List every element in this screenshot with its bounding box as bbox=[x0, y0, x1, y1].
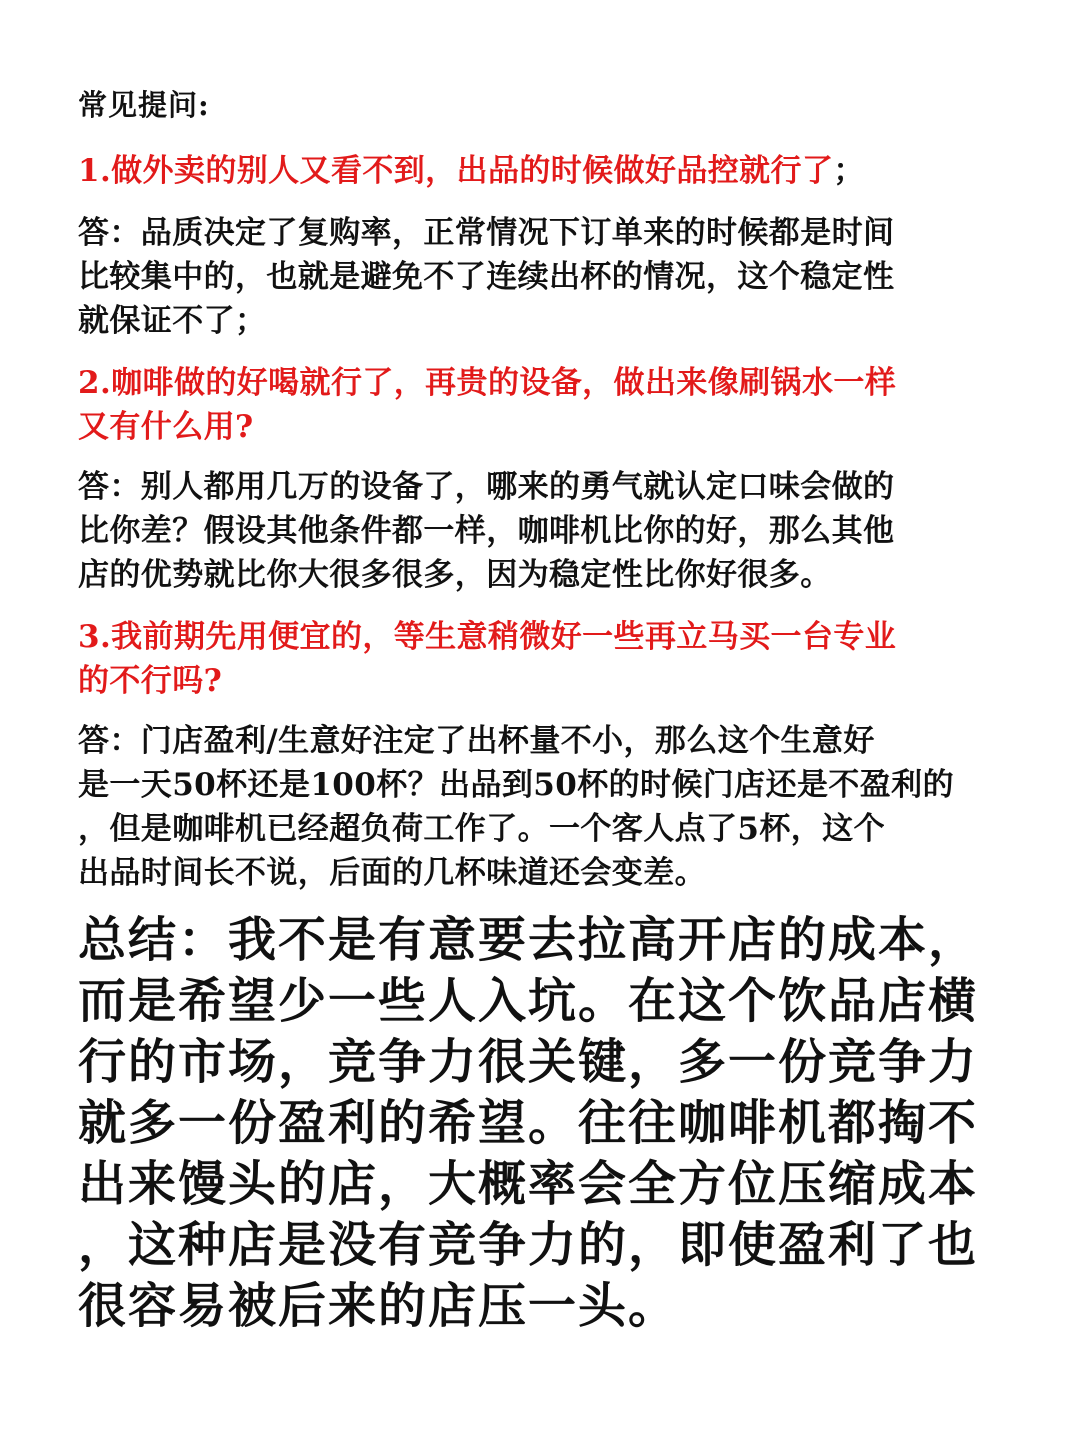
question-3-line-1: 3.我前期先用便宜的，等生意稍微好一些再立马买一台专业 bbox=[78, 619, 897, 655]
answer-1-line-3: 就保证不了； bbox=[78, 303, 267, 339]
question-1-line-1 bbox=[78, 145, 865, 190]
answer-2-line-2: 比你差？假设其他条件都一样，咖啡机比你的好，那么其他 bbox=[78, 513, 895, 549]
summary-line-6: ，这种店是没有竞争力的，即使盈利了也 bbox=[78, 1217, 979, 1273]
summary-line-2: 而是希望少一些人入坑。在这个饮品店横 bbox=[78, 973, 979, 1029]
answer-3-line-3: ，但是咖啡机已经超负荷工作了。一个客人点了5杯，这个 bbox=[78, 811, 885, 847]
question-2-line-1: 2.咖啡做的好喝就行了，再贵的设备，做出来像刷锅水一样 bbox=[78, 365, 897, 401]
question-2-line-2: 又有什么用? bbox=[78, 409, 254, 445]
answer-3-line-2: 是一天50杯还是100杯？出品到50杯的时候门店还是不盈利的 bbox=[78, 767, 954, 803]
faq-intro: 常见提问: bbox=[78, 88, 210, 122]
question-1-suffix: ； bbox=[833, 153, 865, 189]
question-3-line-2: 的不行吗? bbox=[78, 663, 223, 699]
summary-line-4: 就多一份盈利的希望。往往咖啡机都掏不 bbox=[78, 1095, 979, 1151]
answer-3-line-1: 答：门店盈利/生意好注定了出杯量不小，那么这个生意好 bbox=[78, 723, 875, 759]
summary-block bbox=[78, 910, 1018, 1337]
question-1-text: 1.做外卖的别人又看不到，出品的时候做好品控就行了 bbox=[78, 153, 834, 189]
answer-1-line-1: 答：品质决定了复购率，正常情况下订单来的时候都是时间 bbox=[78, 215, 895, 251]
answer-2-line-3: 店的优势就比你大很多很多，因为稳定性比你好很多。 bbox=[78, 557, 832, 593]
answer-1-line-2: 比较集中的，也就是避免不了连续出杯的情况，这个稳定性 bbox=[78, 259, 895, 295]
summary-line-7: 很容易被后来的店压一头。 bbox=[78, 1278, 679, 1334]
answer-3-line-4: 出品时间长不说，后面的几杯味道还会变差。 bbox=[78, 855, 706, 891]
summary-line-5: 出来馒头的店，大概率会全方位压缩成本 bbox=[78, 1156, 979, 1212]
summary-line-3: 行的市场，竞争力很关键，多一份竞争力 bbox=[78, 1034, 979, 1090]
summary-line-1: 总结：我不是有意要去拉高开店的成本， bbox=[78, 912, 979, 968]
answer-2-line-1: 答：别人都用几万的设备了，哪来的勇气就认定口味会做的 bbox=[78, 469, 895, 505]
